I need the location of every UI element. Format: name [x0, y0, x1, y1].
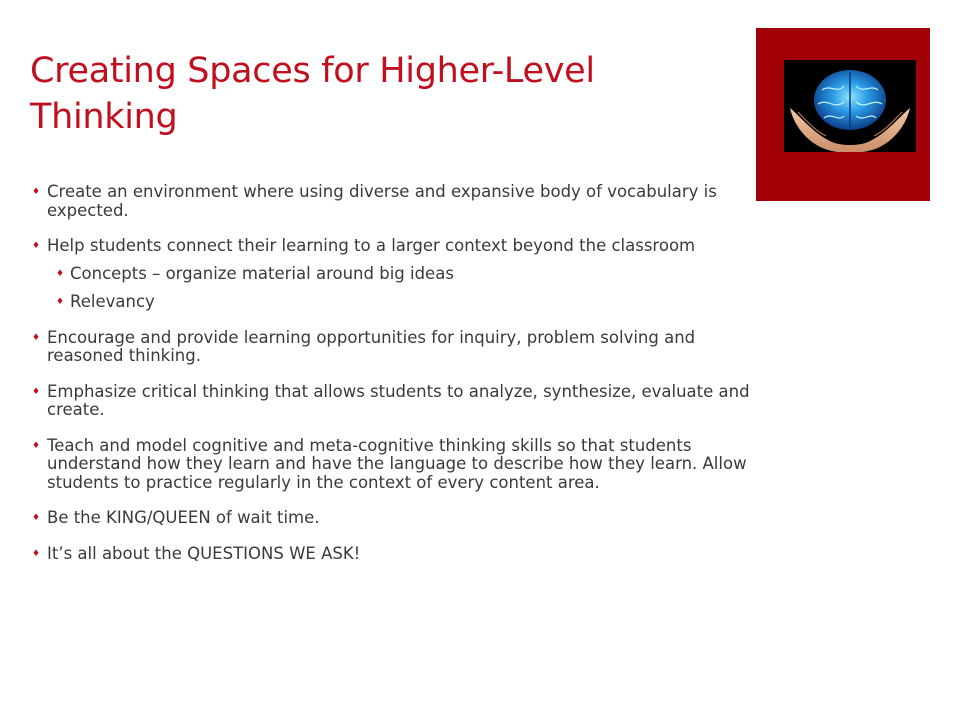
bullet-text: Relevancy: [70, 292, 155, 311]
bullet-item: [32, 237, 762, 256]
diamond-bullet-icon: ♦: [32, 440, 41, 451]
bullet-item: [32, 183, 762, 220]
bullet-item: [32, 329, 762, 366]
brain-in-hands-image: [784, 60, 916, 152]
diamond-bullet-icon: ♦: [32, 241, 41, 251]
bullet-item: [32, 437, 762, 493]
bullet-item: [32, 509, 762, 528]
bullet-text: Create an environment where using diverse and expansive body of vocabulary is expected.: [47, 182, 717, 220]
image-frame: [756, 28, 930, 201]
bullet-text: Help students connect their learning to a larger context beyond the classroom: [47, 236, 696, 255]
diamond-bullet-icon: ♦: [32, 187, 41, 197]
bullet-item: [32, 545, 762, 564]
diamond-bullet-icon: ♦: [56, 297, 65, 307]
sub-bullet-item: [56, 265, 762, 284]
sub-bullet-item: [56, 293, 762, 312]
slide-title: Creating Spaces for Higher-Level Thinking: [30, 51, 595, 137]
diamond-bullet-icon: ♦: [32, 386, 41, 397]
bullet-text: Concepts – organize material around big ideas: [70, 263, 454, 283]
bullet-text: Emphasize critical thinking that allows students to analyze, synthesize, evaluate and create.: [47, 381, 750, 419]
bullet-text: It’s all about the QUESTIONS WE ASK!: [47, 543, 361, 563]
diamond-bullet-icon: ♦: [32, 332, 41, 343]
bullet-text: Be the KING/QUEEN of wait time.: [47, 508, 320, 527]
bullet-text: Teach and model cognitive and meta-cognitive thinking skills so that students understand how they learn and have the language to describe how they learn. Allow students to practice regularly in the context of every content area.: [47, 435, 747, 492]
diamond-bullet-icon: ♦: [56, 268, 65, 279]
bullet-list: [32, 183, 762, 563]
bullet-text: Encourage and provide learning opportunities for inquiry, problem solving and reasoned thinking.: [47, 327, 696, 365]
diamond-bullet-icon: ♦: [32, 513, 41, 523]
diamond-bullet-icon: ♦: [32, 548, 41, 559]
bullet-item: [32, 383, 762, 420]
